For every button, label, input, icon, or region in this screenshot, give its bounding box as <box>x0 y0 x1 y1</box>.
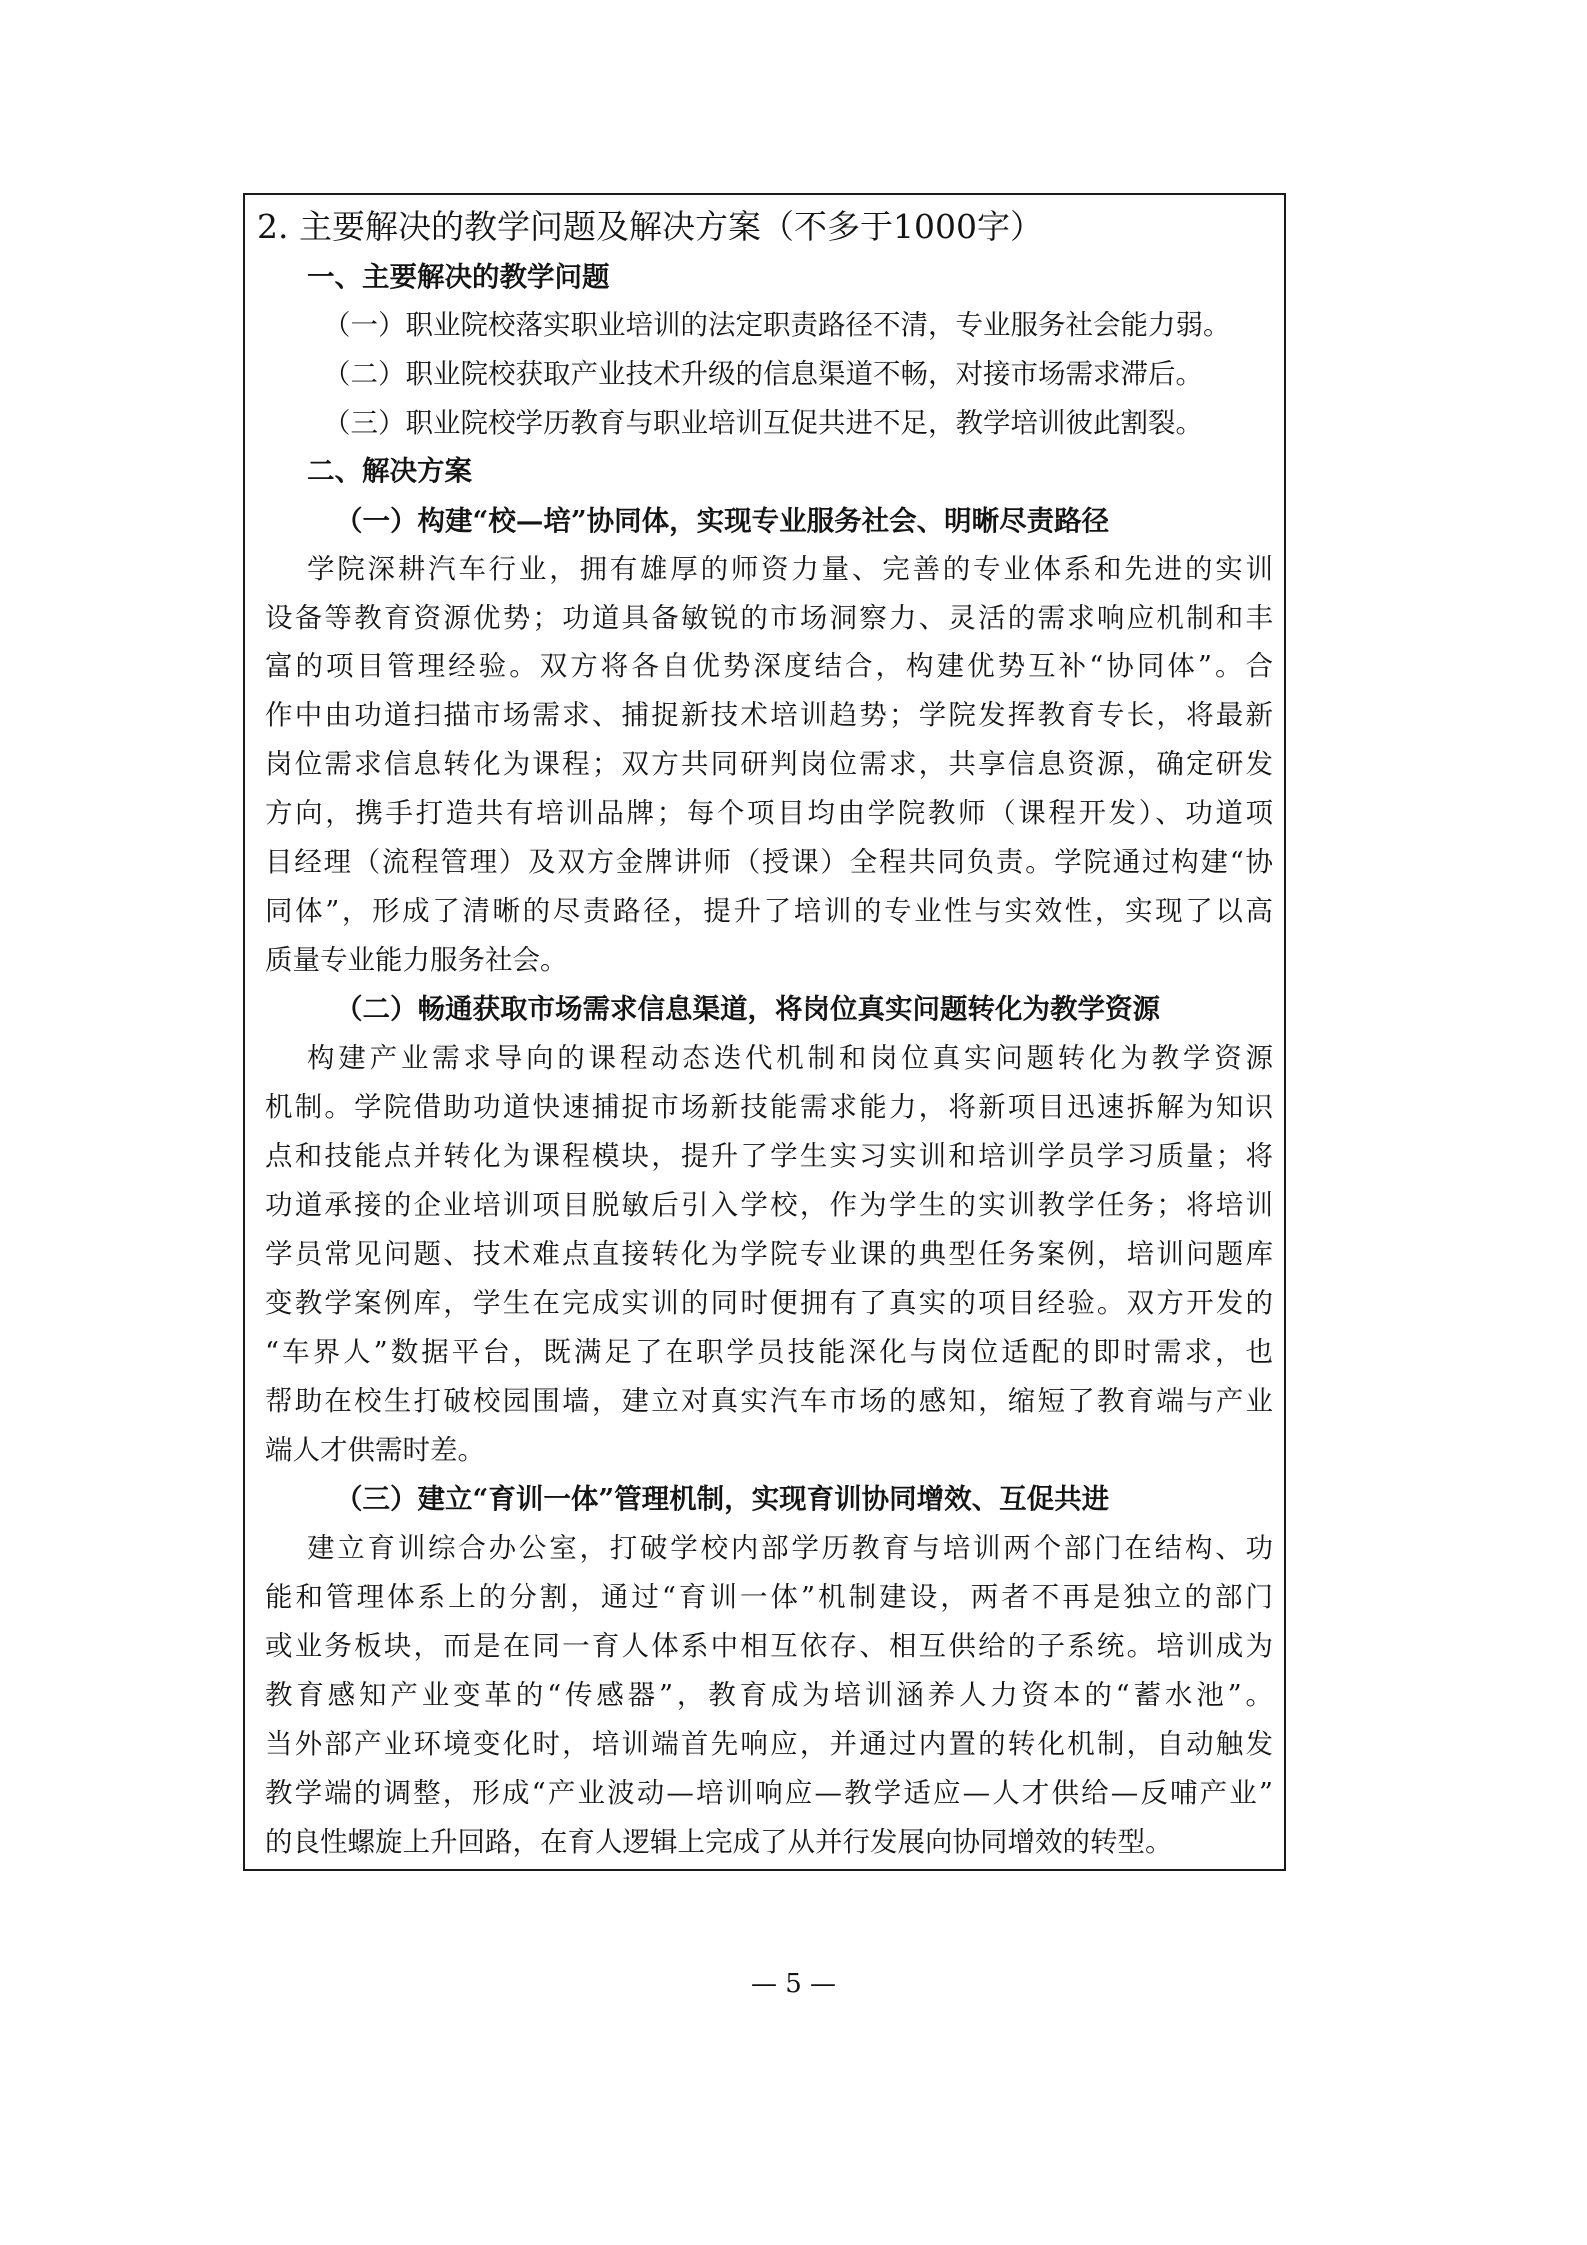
paragraph-line: 目经理（流程管理）及双方金牌讲师（授课）全程共同负责。学院通过构建“协 <box>265 846 1273 878</box>
paragraph-line: 端人才供需时差。 <box>265 1434 485 1466</box>
paragraph-line: 同体”，形成了清晰的尽责路径，提升了培训的专业性与实效性，实现了以高 <box>265 895 1273 927</box>
paragraph-line: 富的项目管理经验。双方将各自优势深度结合，构建优势互补“协同体”。合 <box>265 650 1273 682</box>
content-table-cell <box>243 193 1286 1871</box>
paragraph-line: 点和技能点并转化为课程模块，提升了学生实习实训和培训学员学习质量；将 <box>265 1140 1273 1172</box>
paragraph-line: 当外部产业环境变化时，培训端首先响应，并通过内置的转化机制，自动触发 <box>265 1728 1273 1760</box>
paragraph-line: 设备等教育资源优势；功道具备敏锐的市场洞察力、灵活的需求响应机制和丰 <box>265 602 1273 634</box>
problem-item: （一）职业院校落实职业培训的法定职责路径不清，专业服务社会能力弱。 <box>323 309 1231 341</box>
paragraph-line: 能和管理体系上的分割，通过“育训一体”机制建设，两者不再是独立的部门 <box>265 1581 1273 1613</box>
paragraph-line: 变教学案例库，学生在完成实训的同时便拥有了真实的项目经验。双方开发的 <box>265 1287 1273 1319</box>
section-title: 2. 主要解决的教学问题及解决方案（不多于1000字） <box>257 207 1043 246</box>
paragraph-line: 教育感知产业变革的“传感器”，教育成为培训涵养人力资本的“蓄水池”。 <box>265 1679 1273 1711</box>
paragraph-line: 机制。学院借助功道快速捕捉市场新技能需求能力，将新项目迅速拆解为知识 <box>265 1091 1273 1123</box>
solution-heading: （一）构建“校—培”协同体，实现专业服务社会、明晰尽责路径 <box>335 505 1110 537</box>
paragraph-line: 建立育训综合办公室，打破学校内部学历教育与培训两个部门在结构、功 <box>307 1532 1273 1564</box>
solution-heading: （三）建立“育训一体”管理机制，实现育训协同增效、互促共进 <box>335 1483 1110 1515</box>
paragraph-line: 功道承接的企业培训项目脱敏后引入学校，作为学生的实训教学任务；将培训 <box>265 1189 1273 1221</box>
solution-heading: （二）畅通获取市场需求信息渠道，将岗位真实问题转化为教学资源 <box>335 993 1160 1025</box>
paragraph-line: 学院深耕汽车行业，拥有雄厚的师资力量、完善的专业体系和先进的实训 <box>307 553 1273 585</box>
paragraph-line: 作中由功道扫描市场需求、捕捉新技术培训趋势；学院发挥教育专长，将最新 <box>265 699 1273 731</box>
page-number: — 5 — <box>750 1969 837 1999</box>
paragraph-line: 方向，携手打造共有培训品牌；每个项目均由学院教师（课程开发）、功道项 <box>265 797 1273 829</box>
paragraph-line: “车界人”数据平台，既满足了在职学员技能深化与岗位适配的即时需求，也 <box>265 1336 1273 1368</box>
problem-item: （二）职业院校获取产业技术升级的信息渠道不畅，对接市场需求滞后。 <box>323 358 1203 390</box>
part1-heading: 一、主要解决的教学问题 <box>307 261 610 293</box>
paragraph-line: 学员常见问题、技术难点直接转化为学院专业课的典型任务案例，培训问题库 <box>265 1238 1273 1270</box>
paragraph-line: 质量专业能力服务社会。 <box>265 944 568 976</box>
paragraph-line: 教学端的调整，形成“产业波动—培训响应—教学适应—人才供给—反哺产业” <box>265 1777 1273 1809</box>
problem-item: （三）职业院校学历教育与职业培训互促共进不足，教学培训彼此割裂。 <box>323 407 1203 439</box>
paragraph-line: 帮助在校生打破校园围墙，建立对真实汽车市场的感知，缩短了教育端与产业 <box>265 1385 1273 1417</box>
paragraph-line: 的良性螺旋上升回路，在育人逻辑上完成了从并行发展向协同增效的转型。 <box>265 1826 1173 1858</box>
paragraph-line: 或业务板块，而是在同一育人体系中相互依存、相互供给的子系统。培训成为 <box>265 1630 1273 1662</box>
paragraph-line: 岗位需求信息转化为课程；双方共同研判岗位需求，共享信息资源，确定研发 <box>265 748 1273 780</box>
part2-heading: 二、解决方案 <box>307 455 472 487</box>
paragraph-line: 构建产业需求导向的课程动态迭代机制和岗位真实问题转化为教学资源 <box>307 1042 1273 1074</box>
